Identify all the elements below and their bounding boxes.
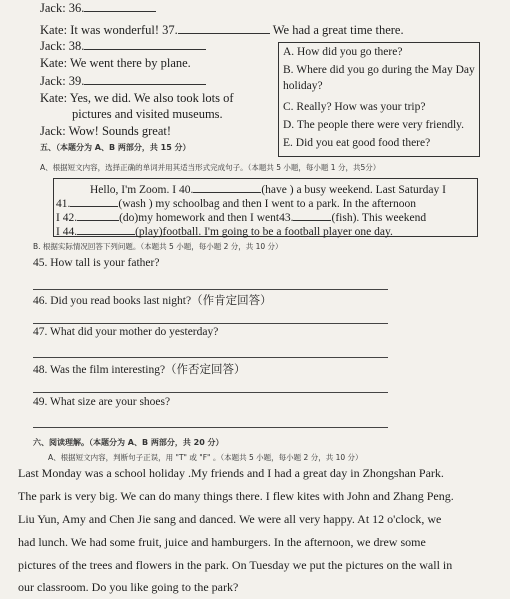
dialogue-line-40: Jack: Wow! Sounds great!: [40, 124, 172, 138]
reading-line-3: Liu Yun, Amy and Chen Jie sang and danced. We were all very happy. At 12 o'clock, we: [18, 512, 442, 526]
dialogue-line-38: Jack: 38.: [40, 38, 206, 54]
section6-heading: 六、阅读理解。（本题分为 A、B 两部分，共 20 分）: [33, 438, 224, 447]
passage-line-1: Hello, I'm Zoom. I 40. (have ) a busy weekend. Last Saturday I: [90, 181, 446, 196]
dialogue-line-39c: pictures and visited museums.: [72, 107, 223, 121]
reading-line-4: had lunch. We had some fruit, juice and hamburgers. In the afternoon, we drew some: [18, 535, 426, 549]
section5-heading: 五、（本题分为 A、B 两部分，共 15 分）: [40, 143, 191, 152]
answer-blank-44[interactable]: [77, 223, 135, 235]
option-a: A. How did you go there?: [283, 46, 403, 58]
section6-a-instructions: A、根据短文内容，判断句子正误，用 "T" 或 "F" 。（本题共 5 小题，每小题 2 分，共 10 分）: [48, 453, 363, 462]
answer-blank-40[interactable]: [193, 181, 261, 193]
option-b-cont: holiday?: [283, 80, 323, 92]
answer-blank-39[interactable]: [84, 73, 206, 85]
passage-line-3: I 42. (do)my homework and then I went43. (fish). This weekend: [56, 209, 426, 224]
question-49: 49. What size are your shoes?: [33, 396, 171, 408]
option-c: C. Really? How was your trip?: [283, 101, 426, 113]
reading-line-2: The park is very big. We can do many things there. I flew kites with John and Zhang Peng.: [18, 489, 454, 503]
passage-line-2: 41. (wash ) my schoolbag and then I went to a park. In the afternoon: [56, 195, 416, 210]
answer-line-45[interactable]: [33, 289, 388, 290]
answer-line-48[interactable]: [33, 392, 388, 393]
question-48: 48. Was the film interesting?（作否定回答）: [33, 364, 246, 376]
option-b: B. Where did you go during the May Day: [283, 64, 475, 76]
dialogue-line-38b: Kate: We went there by plane.: [40, 56, 191, 70]
option-e: E. Did you eat good food there?: [283, 137, 431, 149]
question-45: 45. How tall is your father?: [33, 257, 160, 269]
answer-blank-43[interactable]: [293, 209, 331, 221]
option-d: D. The people there were very friendly.: [283, 119, 465, 131]
section5-b-instructions: B. 根据实际情况回答下列问题。（本题共 5 小题，每小题 2 分，共 10 分）: [33, 242, 283, 251]
dialogue-line-36: Jack: 36.: [40, 0, 156, 16]
answer-line-49[interactable]: [33, 427, 388, 428]
answer-line-46[interactable]: [33, 323, 388, 324]
reading-line-6: our classroom. Do you like going to the park?: [18, 580, 239, 594]
answer-line-47[interactable]: [33, 357, 388, 358]
answer-blank-37[interactable]: [178, 22, 270, 34]
reading-line-1: Last Monday was a school holiday .My friends and I had a great day in Zhongshan Park.: [18, 466, 444, 480]
question-47: 47. What did your mother do yesterday?: [33, 326, 219, 338]
question-46: 46. Did you read books last night?（作肯定回答）: [33, 295, 272, 307]
answer-blank-36[interactable]: [84, 0, 156, 12]
answer-blank-38[interactable]: [84, 38, 206, 50]
answer-blank-41[interactable]: [70, 195, 118, 207]
reading-line-5: pictures of the trees and flowers in the park. On Tuesday we put the pictures on the wall in: [18, 558, 453, 572]
dialogue-line-39b: Kate: Yes, we did. We also took lots of: [40, 91, 234, 105]
dialogue-line-37: Kate: It was wonderful! 37. We had a great time there.: [40, 23, 404, 37]
passage-line-4: I 44. (play)football. I'm going to be a football player one day.: [56, 223, 393, 238]
section5-a-instructions: A、根据短文内容，选择正确的单词并用其适当形式完成句子。（本题共 5 小题，每小题 1 分，共5分）: [40, 163, 381, 172]
answer-blank-42[interactable]: [77, 209, 119, 221]
dialogue-line-39: Jack: 39.: [40, 73, 206, 89]
